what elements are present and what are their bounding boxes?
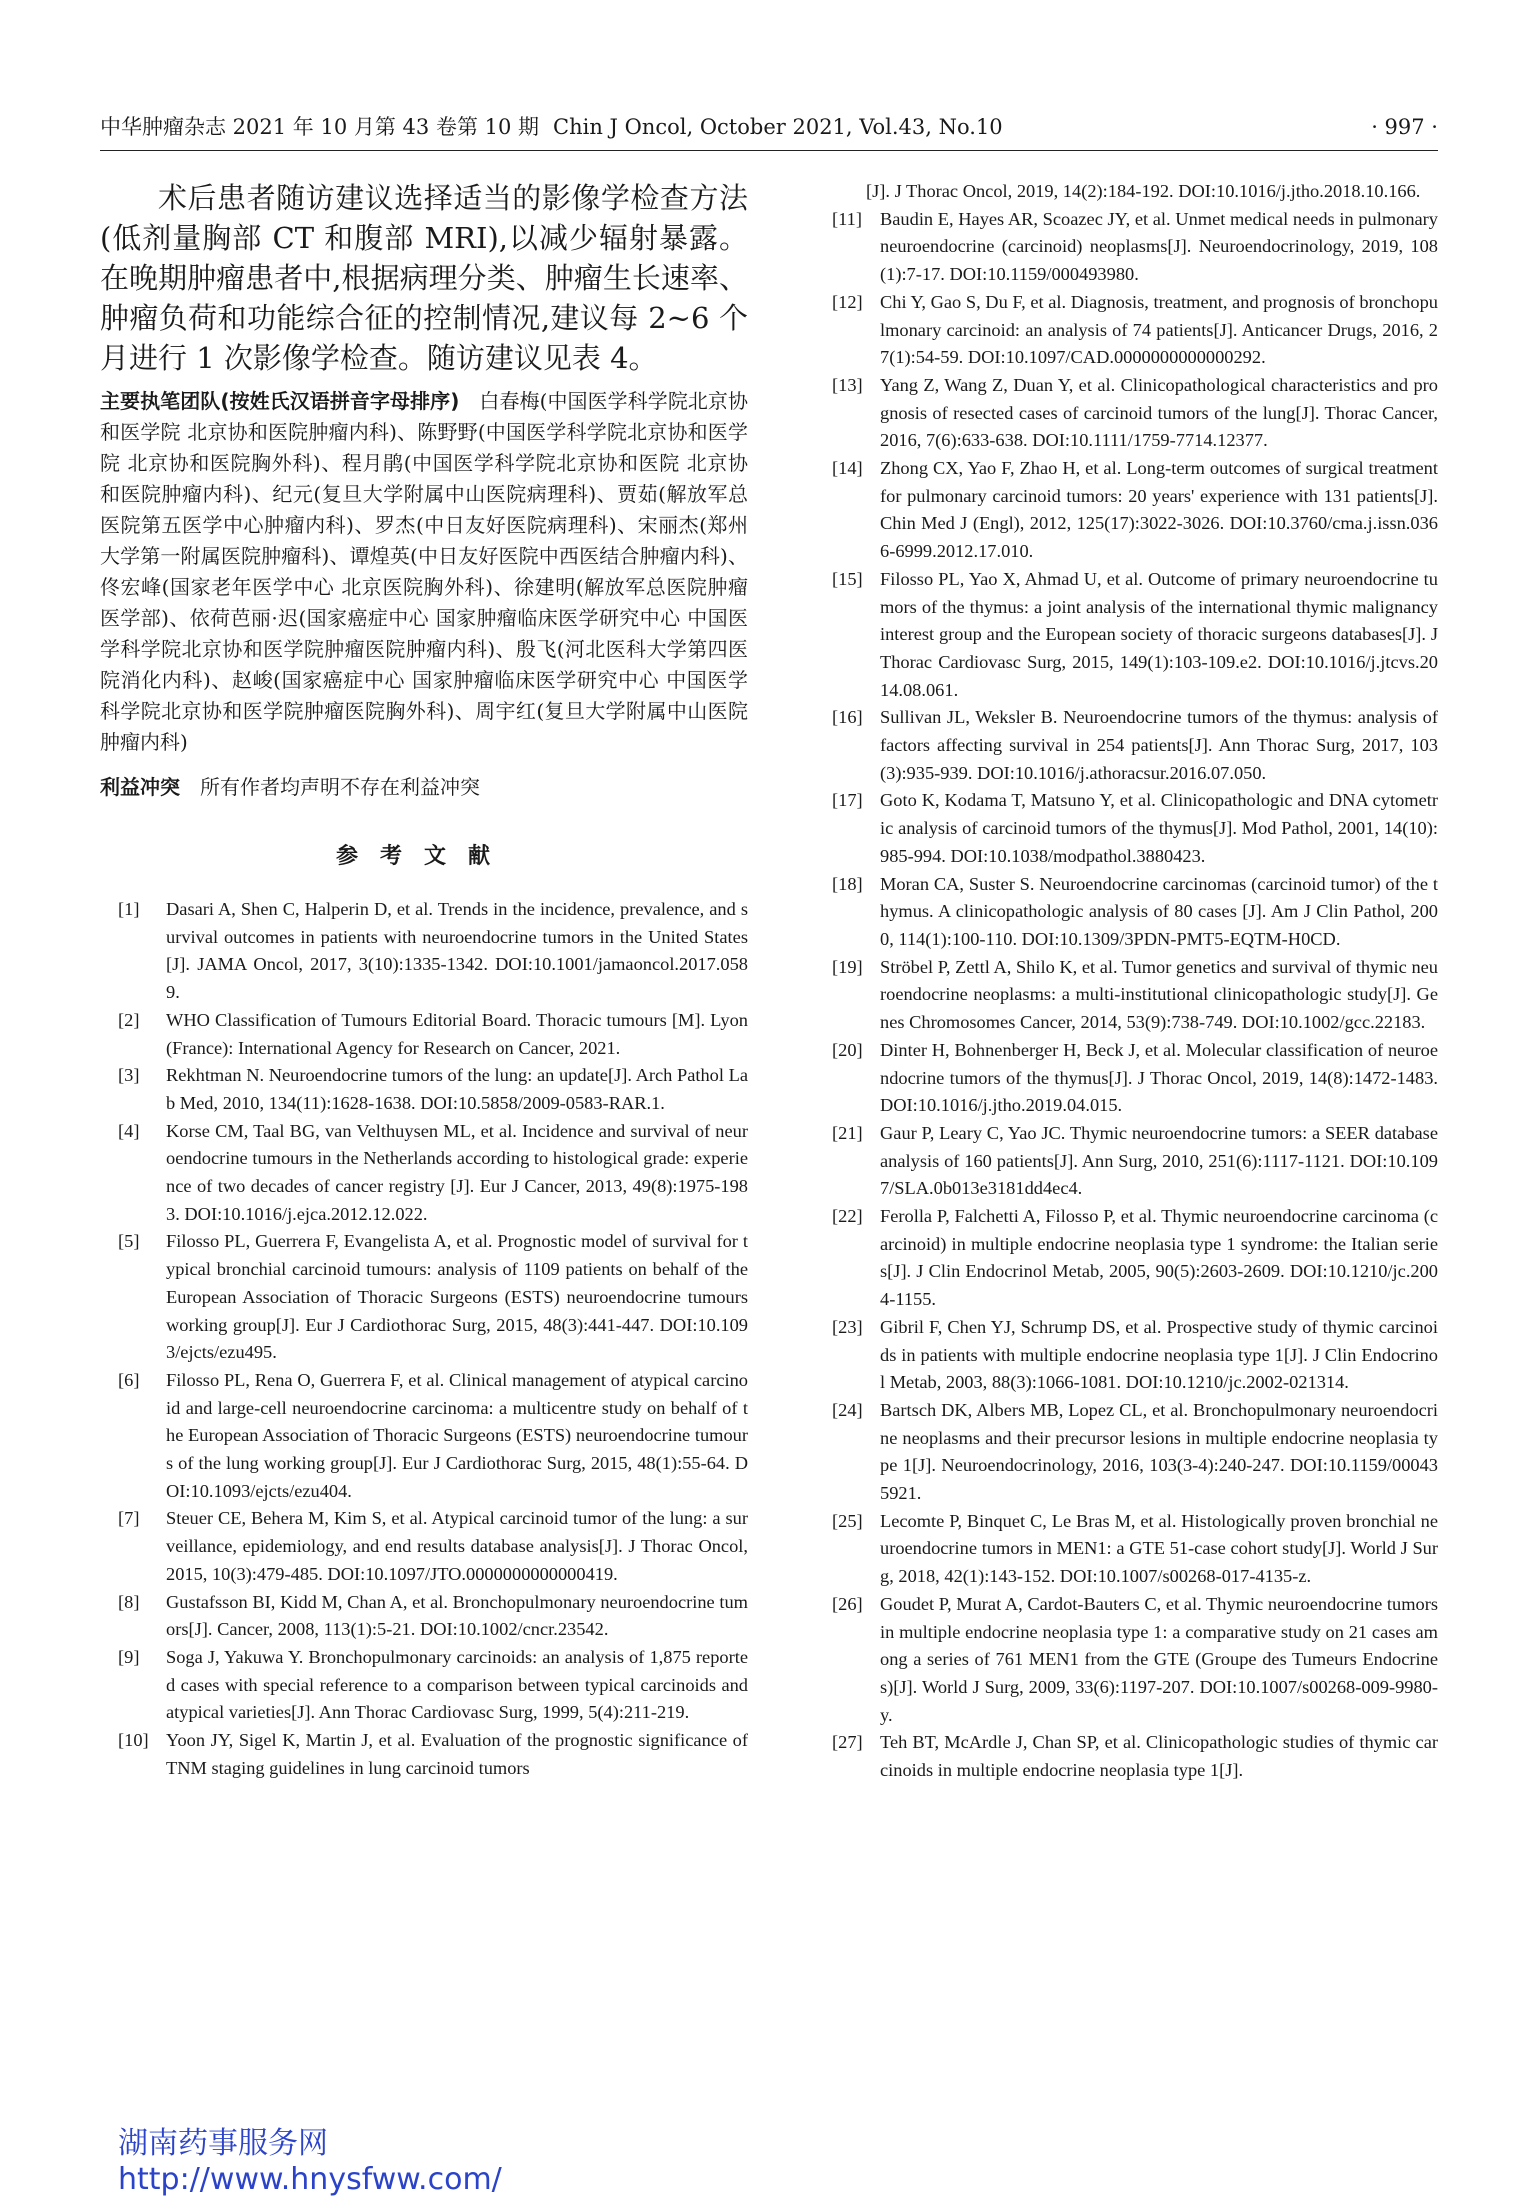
reference-number: [15] [832,568,863,589]
reference-item [814,289,1438,372]
reference-number: [4] [118,1120,140,1141]
reference-text: Bartsch DK, Albers MB, Lopez CL, et al. Bronchopulmonary neuroendocrine neoplasms and their precursor lesions in multiple endocrine neoplasia type 1[J]. Neuroendocrinology, 2016, 103(3-4):240-247. DOI:10.1159/000435921. [880,1399,1438,1504]
reference-text: Rekhtman N. Neuroendocrine tumors of the lung: an update[J]. Arch Pathol Lab Med, 2010, 134(11):1628-1638. DOI:10.5858/2009-0583-RAR.1. [166,1065,748,1113]
reference-number: [9] [118,1646,140,1667]
watermark-name: 湖南药事服务网 [118,2126,328,2161]
reference-text: Lecomte P, Binquet C, Le Bras M, et al. Histologically proven bronchial neuroendocrine tumors in MEN1: a GTE 51-case cohort study[J]. World J Surg, 2018, 42(1):143-152. DOI:10.1007/s00268-017-4135-z. [880,1510,1438,1587]
reference-text: Yoon JY, Sigel K, Martin J, et al. Evaluation of the prognostic significance of TNM staging guidelines in lung carcinoid tumors [166,1730,748,1778]
reference-item [814,455,1438,566]
journal-title-en: Chin J Oncol, October 2021, Vol.43, No.10 [553,115,1003,139]
reference-item [814,1591,1438,1730]
reference-item [814,1203,1438,1314]
reference-item [100,1367,748,1506]
reference-number: [8] [118,1591,140,1612]
reference-number: [27] [832,1732,863,1753]
reference-text: Moran CA, Suster S. Neuroendocrine carcinomas (carcinoid tumor) of the thymus. A clinicopathologic analysis of 80 cases [J]. Am J Clin Pathol, 2000, 114(1):100-110. DOI:10.1309/3PDN-PMT5-EQTM-H0CD. [880,873,1438,949]
reference-item [814,1729,1438,1784]
reference-number: [10] [118,1730,149,1751]
reference-number: [21] [832,1122,863,1143]
page-number: · 997 · [1371,115,1438,139]
reference-item [100,1118,748,1229]
reference-text: Filosso PL, Guerrera F, Evangelista A, et al. Prognostic model of survival for typical bronchial carcinoid tumours: analysis of 1109 patients on behalf of the European Association of Thoracic Surgeons (ESTS) neuroendocrine tumours working group[J]. Eur J Cardiothorac Surg, 2015, 48(3):441-447. DOI:10.1093/ejcts/ezu495. [166,1231,748,1363]
reference-item [814,206,1438,289]
reference-text: Dinter H, Bohnenberger H, Beck J, et al. Molecular classification of neuroendocrine tumors of the thymus[J]. J Thorac Oncol, 2019, 14(8):1472-1483. DOI:10.1016/j.jtho.2019.04.015. [880,1039,1438,1116]
reference-text: Korse CM, Taal BG, van Velthuysen ML, et al. Incidence and survival of neuroendocrine tumours in the Netherlands according to histological grade: experience of two decades of cancer registry [J]. Eur J Cancer, 2013, 49(8):1975-1983. DOI:10.1016/j.ejca.2012.12.022. [166,1120,748,1224]
reference-text: Goto K, Kodama T, Matsuno Y, et al. Clinicopathologic and DNA cytometric analysis of carcinoid tumors of the thymus[J]. Mod Pathol, 2001, 14(10):985-994. DOI:10.1038/modpathol.3880423. [880,790,1438,866]
reference-number: [19] [832,956,863,977]
reference-text: Filosso PL, Yao X, Ahmad U, et al. Outcome of primary neuroendocrine tumors of the thymus: a joint analysis of the international thymic malignancy interest group and the European society of thoracic surgeons databases[J]. J Thorac Cardiovasc Surg, 2015, 149(1):103-109.e2. DOI:10.1016/j.jtcvs.2014.08.061. [880,568,1438,700]
reference-continuation: [J]. J Thorac Oncol, 2019, 14(2):184-192. DOI:10.1016/j.jtho.2018.10.166. [866,181,1421,201]
reference-number: [24] [832,1399,863,1420]
reference-number: [2] [118,1009,140,1030]
conflict-label: 利益冲突 [100,775,180,799]
reference-item [814,1120,1438,1203]
reference-item [100,896,748,1007]
reference-number: [22] [832,1206,863,1227]
conflict-text: 所有作者均声明不存在利益冲突 [200,775,480,799]
reference-text: Filosso PL, Rena O, Guerrera F, et al. Clinical management of atypical carcinoid and large-cell neuroendocrine carcinoma: a multicentre study on behalf of the European Association of Thoracic Surgeons (ESTS) neuroendocrine tumours of the lung working group[J]. Eur J Cardiothorac Surg, 2015, 48(1):55-64. DOI:10.1093/ejcts/ezu404. [166,1369,748,1501]
reference-number: [16] [832,707,863,728]
journal-title-cn: 中华肿瘤杂志 2021 年 10 月第 43 卷第 10 期 [100,115,540,139]
reference-list-left [100,896,748,1783]
reference-item [100,1589,748,1644]
reference-number: [12] [832,291,863,312]
writing-team [100,386,748,758]
reference-number: [26] [832,1593,863,1614]
body-paragraph: 术后患者随访建议选择适当的影像学检查方法(低剂量胸部 CT 和腹部 MRI),以减少辐射暴露。在晚期肿瘤患者中,根据病理分类、肿瘤生长速率、肿瘤负荷和功能综合征的控制情况,建议每 2~6 个月进行 1 次影像学检查。随访建议见表 4。 [100,181,748,375]
reference-number: [25] [832,1510,863,1531]
site-watermark [118,2126,502,2198]
reference-text: Teh BT, McArdle J, Chan SP, et al. Clinicopathologic studies of thymic carcinoids in multiple endocrine neoplasia type 1[J]. [880,1732,1438,1781]
reference-text: Sullivan JL, Weksler B. Neuroendocrine tumors of the thymus: analysis of factors affecting survival in 254 patients[J]. Ann Thorac Surg, 2017, 103(3):935-939. DOI:10.1016/j.athoracsur.2016.07.050. [880,707,1438,783]
reference-text: Baudin E, Hayes AR, Scoazec JY, et al. Unmet medical needs in pulmonary neuroendocrine (carcinoid) neoplasms[J]. Neuroendocrinology, 2019, 108(1):7-17. DOI:10.1159/000493980. [880,208,1438,285]
reference-number: [6] [118,1369,140,1390]
reference-number: [5] [118,1231,140,1252]
reference-text: Gaur P, Leary C, Yao JC. Thymic neuroendocrine tumors: a SEER database analysis of 160 patients[J]. Ann Surg, 2010, 251(6):1117-1121. DOI:10.1097/SLA.0b013e3181dd4ec4. [880,1122,1438,1199]
reference-text: Ströbel P, Zettl A, Shilo K, et al. Tumor genetics and survival of thymic neuroendocrine neoplasms: a multi-institutional clinicopathologic study[J]. Genes Chromosomes Cancer, 2014, 53(9):738-749. DOI:10.1002/gcc.22183. [880,956,1438,1033]
reference-text: Chi Y, Gao S, Du F, et al. Diagnosis, treatment, and prognosis of bronchopulmonary carcinoid: an analysis of 74 patients[J]. Anticancer Drugs, 2016, 27(1):54-59. DOI:10.1097/CAD.0000000000000292. [880,291,1438,368]
reference-item [100,1007,748,1062]
reference-number: [23] [832,1316,863,1337]
reference-item [814,871,1438,954]
reference-item [100,1644,748,1727]
reference-item [814,1314,1438,1397]
left-column [100,178,748,1783]
references-heading: 参考文献 [335,844,512,869]
reference-item [814,954,1438,1037]
writing-team-label: 主要执笔团队(按姓氏汉语拼音字母排序) [100,389,460,413]
reference-number: [14] [832,458,863,479]
reference-number: [20] [832,1039,863,1060]
reference-item [814,1397,1438,1508]
reference-number: [1] [118,899,140,919]
reference-item [100,1062,748,1117]
reference-number: [13] [832,374,863,395]
reference-number: [17] [832,790,863,811]
right-column [814,178,1438,1785]
reference-item [814,704,1438,787]
reference-item [814,1508,1438,1591]
watermark-url[interactable]: http://www.hnysfww.com/ [118,2162,502,2197]
reference-list-right [814,206,1438,1785]
reference-text: Ferolla P, Falchetti A, Filosso P, et al. Thymic neuroendocrine carcinoma (carcinoid) in multiple endocrine neoplasia type 1 syndrome: the Italian series[J]. J Clin Endocrinol Metab, 2005, 90(5):2603-2609. DOI:10.1210/jc.2004-1155. [880,1206,1438,1310]
reference-item [100,1727,748,1782]
reference-text: Soga J, Yakuwa Y. Bronchopulmonary carcinoids: an analysis of 1,875 reported cases with special reference to a comparison between typical carcinoids and atypical varieties[J]. Ann Thorac Cardiovasc Surg, 1999, 5(4):211-219. [166,1646,748,1723]
reference-item [100,1228,748,1367]
conflict-of-interest [100,772,748,803]
reference-item [814,1037,1438,1120]
reference-number: [11] [832,208,862,229]
reference-text: Goudet P, Murat A, Cardot-Bauters C, et al. Thymic neuroendocrine tumors in multiple endocrine neoplasia type 1: a comparative study on 21 cases among a series of 761 MEN1 from the GTE (Groupe des Tumeurs Endocrines)[J]. World J Surg, 2009, 33(6):1197-207. DOI:10.1007/s00268-009-9980-y. [880,1593,1438,1725]
reference-text: Gustafsson BI, Kidd M, Chan A, et al. Bronchopulmonary neuroendocrine tumors[J]. Cancer, 2008, 113(1):5-21. DOI:10.1002/cncr.23542. [166,1591,748,1640]
reference-number: [7] [118,1508,140,1529]
reference-text: Yang Z, Wang Z, Duan Y, et al. Clinicopathological characteristics and prognosis of resected cases of carcinoid tumors of the lung[J]. Thorac Cancer, 2016, 7(6):633-638. DOI:10.1111/1759-7714.12377. [880,374,1438,451]
running-header [100,110,1438,151]
reference-item [814,372,1438,455]
writing-team-members: 白春梅(中国医学科学院北京协和医学院 北京协和医院肿瘤内科)、陈野野(中国医学科学院北京协和医学院 北京协和医院胸外科)、程月鹃(中国医学科学院北京协和医院 北京协和医院肿瘤内科)、纪元(复旦大学附属中山医院病理科)、贾茹(解放军总医院第五医学中心肿瘤内科)、罗杰(中日友好医院病理科)、宋丽杰(郑州大学第一附属医院肿瘤科)、谭煌英(中日友好医院中西医结合肿瘤内科)、佟宏峰(国家老年医学中心 北京医院胸外科)、徐建明(解放军总医院肿瘤医学部)、依荷芭丽·迟(国家癌症中心 国家肿瘤临床医学研究中心 中国医学科学院北京协和医学院肿瘤医院肿瘤内科)、殷飞(河北医科大学第四医院消化内科)、赵峻(国家癌症中心 国家肿瘤临床医学研究中心 中国医学科学院北京协和医学院肿瘤医院胸外科)、周宇红(复旦大学附属中山医院肿瘤内科) [100,389,748,754]
reference-number: [18] [832,873,863,894]
reference-item [814,787,1438,870]
reference-text: Steuer CE, Behera M, Kim S, et al. Atypical carcinoid tumor of the lung: a surveillance, epidemiology, and end results database analysis[J]. J Thorac Oncol, 2015, 10(3):479-485. DOI:10.1097/JTO.0000000000000419. [166,1508,748,1584]
reference-text: Zhong CX, Yao F, Zhao H, et al. Long-term outcomes of surgical treatment for pulmonary carcinoid tumors: 20 years' experience with 131 patients[J]. Chin Med J (Engl), 2012, 125(17):3022-3026. DOI:10.3760/cma.j.issn.0366-6999.2012.17.010. [880,458,1438,562]
reference-item [814,566,1438,705]
reference-text: Gibril F, Chen YJ, Schrump DS, et al. Prospective study of thymic carcinoids in patients with multiple endocrine neoplasia type 1[J]. J Clin Endocrinol Metab, 2003, 88(3):1066-1081. DOI:10.1210/jc.2002-021314. [880,1316,1438,1393]
reference-number: [3] [118,1065,140,1086]
journal-info [100,110,1003,144]
reference-text: Dasari A, Shen C, Halperin D, et al. Trends in the incidence, prevalence, and survival outcomes in patients with neuroendocrine tumors in the United States[J]. JAMA Oncol, 2017, 3(10):1335-1342. DOI:10.1001/jamaoncol.2017.0589. [166,899,748,1003]
reference-text: WHO Classification of Tumours Editorial Board. Thoracic tumours [M]. Lyon (France): International Agency for Research on Cancer, 2021. [166,1009,748,1058]
reference-item [100,1505,748,1588]
